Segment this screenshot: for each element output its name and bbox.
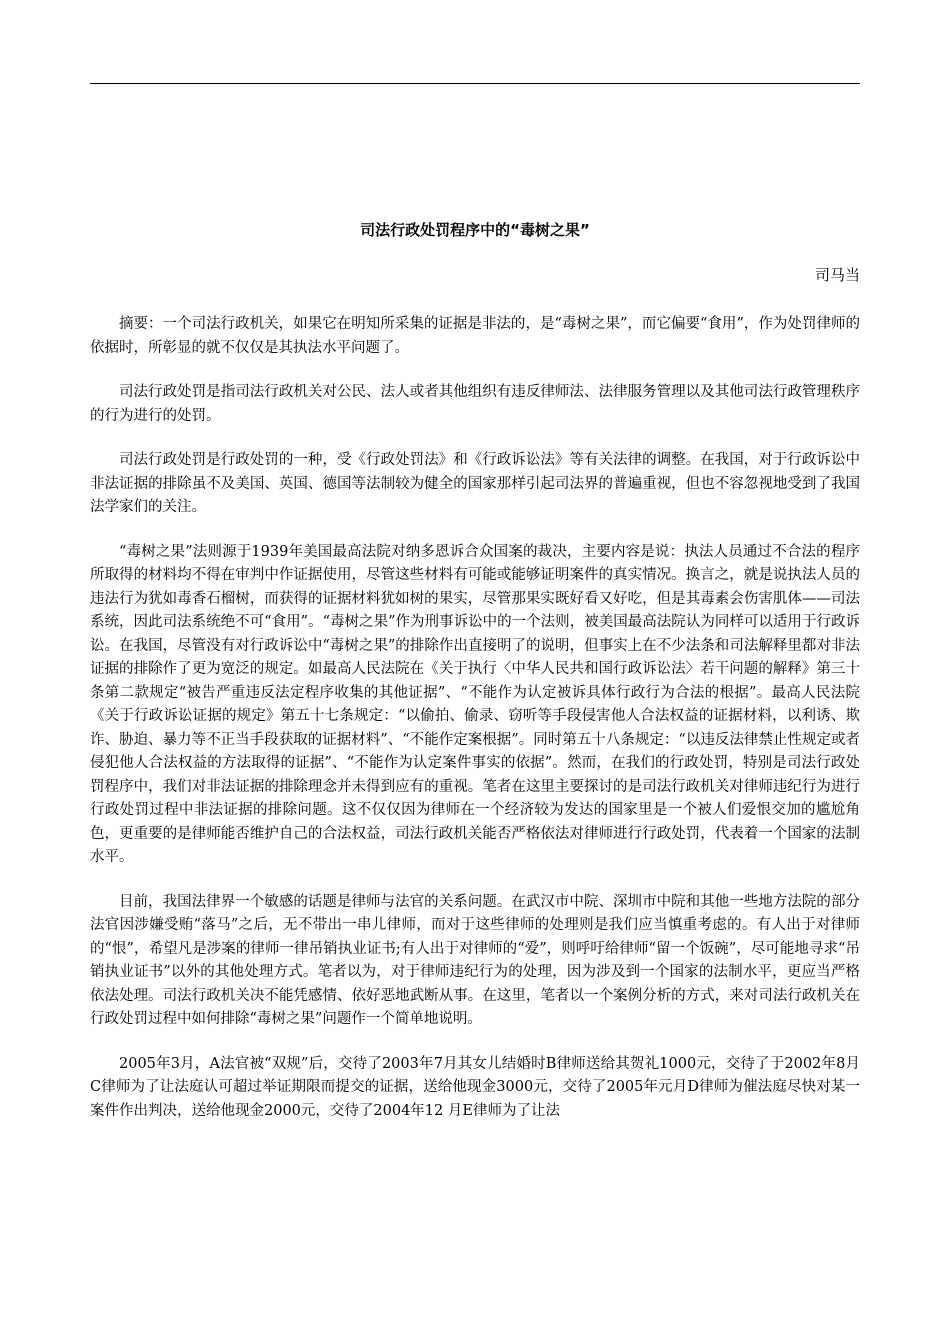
- paragraph-legal-basis: 司法行政处罚是行政处罚的一种，受《行政处罚法》和《行政诉讼法》等有关法律的调整。在我国，对于行政诉讼中非法证据的排除虽不及美国、英国、德国等法制较为健全的国家那样引起司法界的普遍重视，但也不容忽视地受到了我国法学家们的关注。: [90, 452, 860, 515]
- document-body: [90, 219, 860, 1123]
- paragraph-definition: 司法行政处罚是指司法行政机关对公民、法人或者其他组织有违反律师法、法律服务管理以及其他司法行政管理秩序的行为进行的处罚。: [90, 384, 860, 424]
- document-title: 司法行政处罚程序中的“毒树之果”: [360, 221, 590, 239]
- paragraph-lawyer-judge-relations: 目前，我国法律界一个敏感的话题是律师与法官的关系问题。在武汉市中院、深圳市中院和其他一些地方法院的部分法官因涉嫌受贿“落马”之后，无不带出一串儿律师，而对于这些律师的处理则是我们应当慎重考虑的。有人出于对律师的“恨”，希望凡是涉案的律师一律吊销执业证书;有人出于对律师的“爱”，则呼吁给律师“留一个饭碗”，尽可能地寻求“吊销执业证书”以外的其他处理方式。笔者以为，对于律师违纪行为的处理，因为涉及到一个国家的法制水平，更应当严格依法处理。司法行政机关决不能凭感情、依好恶地武断从事。在这里，笔者以一个案例分析的方式，来对司法行政机关在行政处罚过程中如何排除“毒树之果”问题作一个简单地说明。: [90, 893, 860, 1027]
- paragraph-abstract: 摘要：一个司法行政机关，如果它在明知所采集的证据是非法的，是“毒树之果”，而它偏要“食用”，作为处罚律师的依据时，所彰显的就不仅仅是其执法水平问题了。: [90, 316, 860, 356]
- paragraph-fruit-of-poisonous-tree: “毒树之果”法则源于1939年美国最高法院对纳多恩诉合众国案的裁决，主要内容是说：执法人员通过不合法的程序所取得的材料均不得在审判中作证据使用，尽管这些材料有可能或能够证明案件的真实情况。换言之，就是说执法人员的违法行为犹如毒香石榴树，而获得的证据材料犹如树的果实，尽管那果实既好看又好吃，但是其毒素会伤害肌体——司法系统，因此司法系统绝不可“食用”。“毒树之果”作为刑事诉讼中的一个法则，被美国最高法院认为同样可以适用于行政诉讼。在我国，尽管没有对行政诉讼中“毒树之果”的排除作出直接明了的说明，但事实上在不少法条和司法解释里都对非法证据的排除作了更为宽泛的规定。如最高人民法院在《关于执行〈中华人民共和国行政诉讼法〉若干问题的解释》第三十条第二款规定“被告严重违反法定程序收集的其他证据”、“不能作为认定被诉具体行政行为合法的根据”。最高人民法院《关于行政诉讼证据的规定》第五十七条规定：“以偷拍、偷录、窃听等手段侵害他人合法权益的证据材料，以利诱、欺诈、胁迫、暴力等不正当手段获取的证据材料”、“不能作定案根据”。同时第五十八条规定：“以违反法律禁止性规定或者侵犯他人合法权益的方法取得的证据”、“不能作为认定案件事实的依据”。然而，在我们的行政处罚，特别是司法行政处罚程序中，我们对非法证据的排除理念并未得到应有的重视。笔者在这里主要探讨的是司法行政机关对律师违纪行为进行行政处罚过程中非法证据的排除问题。这不仅仅因为律师在一个经济较为发达的国家里是一个被人们爱恨交加的尴尬角色，更重要的是律师能否维护自己的合法权益，司法行政机关能否严格依法对律师进行行政处罚，代表着一个国家的法制水平。: [90, 543, 860, 865]
- header-rule: [90, 83, 860, 84]
- author-name: 司马当: [814, 266, 860, 284]
- paragraph-case-example: 2005年3月，A法官被“双规”后，交待了2003年7月其女儿结婚时B律师送给其贺礼1000元，交待了于2002年8月C律师为了让法庭认可超过举证期限而提交的证据，送给他现金3000元，交待了2005年元月D律师为催法庭尽快对某一案件作出判决，送给他现金2000元，交待了2004年12 月E律师为了让法: [90, 1055, 860, 1119]
